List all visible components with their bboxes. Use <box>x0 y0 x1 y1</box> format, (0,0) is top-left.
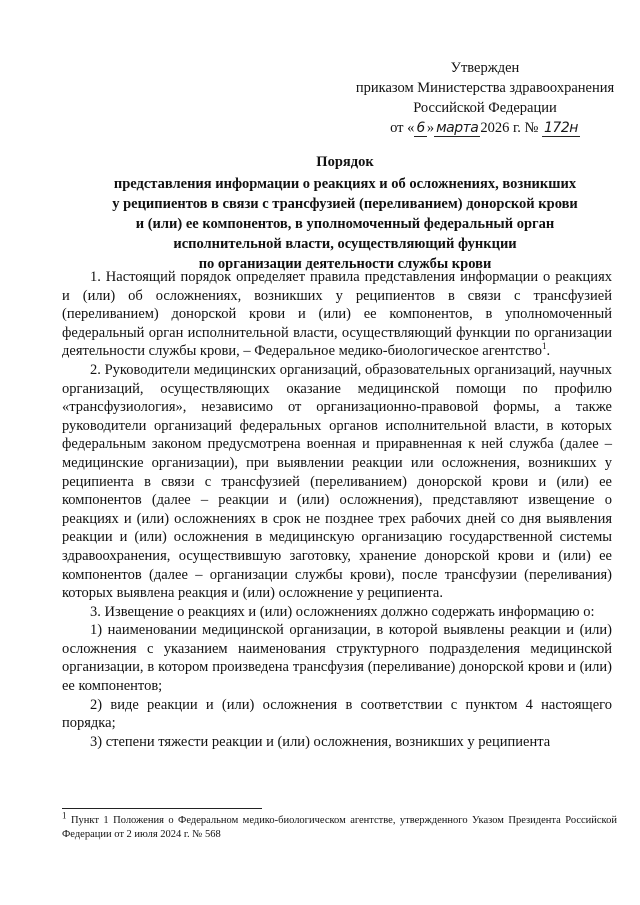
footnote-text: Пункт 1 Положения о Федеральном медико-биологическом агентстве, утвержденного Указом Президента Российской Федерации от 2 июля 2024 г. № 568 <box>62 815 617 840</box>
paragraph-3-item-3: 3) степени тяжести реакции и (или) осложнения, возникших у реципиента <box>90 733 551 750</box>
heading-line: представления информации о реакциях и об осложнениях, возникших <box>113 176 577 192</box>
approval-line-2: приказом Министерства здравоохранения <box>355 80 615 96</box>
paragraph-1 <box>62 268 612 361</box>
footnote <box>62 810 617 842</box>
date-prefix: от « <box>390 120 415 136</box>
date-mid: » <box>426 120 435 136</box>
heading-line: по организации деятельности службы крови <box>198 256 492 272</box>
paragraph-2: 2. Руководители медицинских организаций, образовательных организаций, научных организаций, осуществляющих оказание медицинской помощи по профилю «трансфузиология», независимо от организационно-правовой формы, а также руководители организаций федеральных органов исполнительной власти, в которых федеральным законом предусмотрена военная и приравненная к ней служба (далее – медицинские организации), при выявлении реакции или осложнения, возникших у реципиента в связи с трансфузией (переливанием) донорской крови и (или) ее компонентов (далее – реакции и (или) осложнения), представляют извещение о реакциях и (или) осложнениях в срок не позднее трех рабочих дней со дня выявления реакции и (или) осложнения в медицинскую организацию государственной системы здравоохранения, осуществившую заготовку, хранение донорской крови и (или) ее компонентов (далее – организации службы крови), после трансфузии (переливания) которых выявлена реакция и (или) осложнение у реципиента. <box>62 361 612 602</box>
document-heading <box>60 152 630 274</box>
approval-block <box>340 58 630 138</box>
date-month-handwritten: марта <box>436 120 479 136</box>
approval-line-1: Утвержден <box>450 60 520 76</box>
date-day-handwritten: 6 <box>416 120 425 136</box>
order-number-handwritten: 172н <box>544 120 578 136</box>
paragraph-1-end: . <box>546 343 551 360</box>
date-year: 2026 г. № <box>480 120 539 136</box>
footnote-mark: 1 <box>62 810 67 821</box>
document-title: Порядок <box>316 154 374 170</box>
document-body <box>62 268 612 751</box>
heading-line: и (или) ее компонентов, в уполномоченный федеральный орган <box>135 216 555 232</box>
approval-line-3: Российской Федерации <box>413 100 557 116</box>
approval-date-line <box>340 118 630 138</box>
heading-line: исполнительной власти, осуществляющий функции <box>173 236 517 252</box>
footnote-divider <box>62 808 262 809</box>
footnote-ref: 1 <box>541 341 547 352</box>
paragraph-1-text: 1. Настоящий порядок определяет правила представления информации о реакциях и (или) об осложнениях, возникших у реципиентов в связи с трансфузией (переливанием) донорской крови и (или) ее компонентов, в уполномоченный федеральный орган исполнительной власти, осуществляющий функции по организации деятельности службы крови, – Федеральное медико-биологическое агентство <box>62 269 612 360</box>
paragraph-3-item-1: 1) наименовании медицинской организации, в которой выявлены реакции и (или) осложнения с указанием наименования структурного подразделения медицинской организации, в котором произведена трансфузия (переливание) донорской крови и (или) ее компонентов; <box>62 622 612 695</box>
paragraph-3: 3. Извещение о реакциях и (или) осложнениях должно содержать информацию о: <box>90 603 595 620</box>
heading-line: у реципиентов в связи с трансфузией (переливанием) донорской крови <box>112 196 578 212</box>
paragraph-3-item-2: 2) виде реакции и (или) осложнения в соответствии с пунктом 4 настоящего порядка; <box>62 696 612 732</box>
